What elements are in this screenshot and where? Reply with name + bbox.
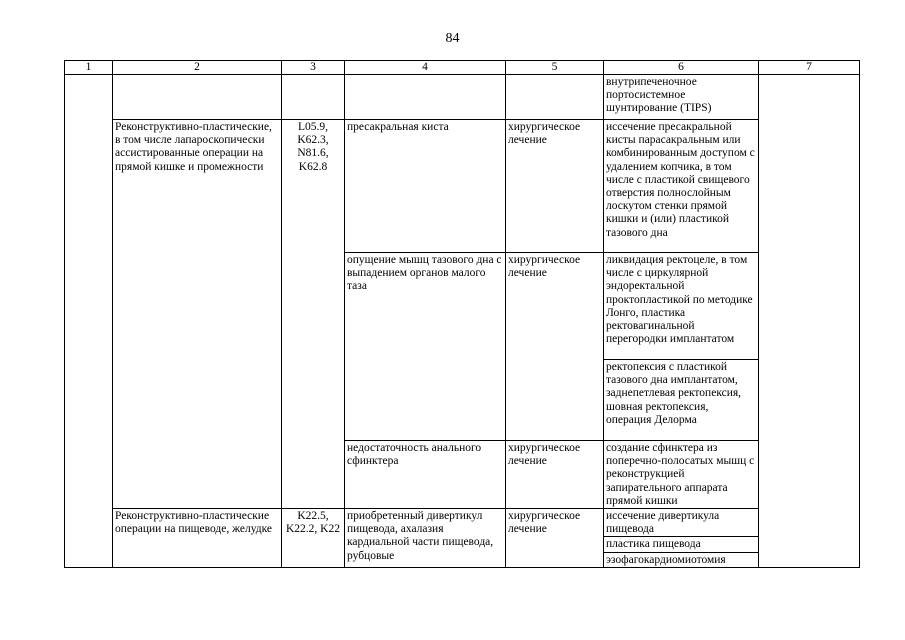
col1-cell: [65, 75, 113, 568]
method-cell: пластика пищевода: [604, 537, 759, 552]
header-cell: 5: [506, 61, 604, 75]
condition-cell: опущение мышц тазового дна с выпадением органов малого таза: [345, 253, 506, 441]
col7-cell: [759, 75, 860, 568]
medical-services-table: [64, 60, 860, 568]
method-cell: создание сфинктера из поперечно-полосатых мышц с реконструкцией запирательного аппарата прямой кишки: [604, 441, 759, 509]
group-name-cell: Реконструктивно-пластические, в том числе лапароскопически ассистированные операции на прямой кишке и промежности: [113, 120, 282, 509]
group-name-cell: [113, 75, 282, 120]
page-number: 84: [445, 31, 460, 46]
group-name-cell: Реконструктивно-пластические операции на пищеводе, желудке: [113, 509, 282, 568]
treatment-cell: хирургическое лечение: [506, 253, 604, 441]
header-cell: 6: [604, 61, 759, 75]
condition-cell: недостаточность анального сфинктера: [345, 441, 506, 509]
method-cell: иссечение пресакральной кисты парасакральным или комбинированным доступом с удалением копчика, в том числе с пластикой свищевого отверстия полнослойным лоскутом стенки прямой кишки и (или) пластикой тазового дна: [604, 120, 759, 253]
header-row: [65, 61, 860, 75]
condition-cell: пресакральная киста: [345, 120, 506, 253]
method-cell: ректопексия с пластикой тазового дна имплантатом, заднепетлевая ректопексия, шовная ректопексия, операция Делорма: [604, 360, 759, 441]
table-row: [65, 509, 860, 537]
header-cell: 1: [65, 61, 113, 75]
header-cell: 4: [345, 61, 506, 75]
header-cell: 7: [759, 61, 860, 75]
codes-cell: [282, 75, 345, 120]
header-cell: 2: [113, 61, 282, 75]
treatment-cell: хирургическое лечение: [506, 441, 604, 509]
codes-cell: K22.5, K22.2, K22: [282, 509, 345, 568]
header-cell: 3: [282, 61, 345, 75]
treatment-cell: [506, 75, 604, 120]
method-cell: иссечение дивертикула пищевода: [604, 509, 759, 537]
codes-cell: L05.9, K62.3, N81.6, K62.8: [282, 120, 345, 509]
condition-cell: [345, 75, 506, 120]
table-row: [65, 75, 860, 120]
condition-cell: приобретенный дивертикул пищевода, ахалазия кардиальной части пищевода, рубцовые: [345, 509, 506, 568]
method-cell: внутрипеченочное портосистемное шунтирование (TIPS): [604, 75, 759, 120]
method-cell: ликвидация ректоцеле, в том числе с циркулярной эндоректальной проктопластикой по методике Лонго, пластика ректовагинальной перегородки имплантатом: [604, 253, 759, 360]
method-cell: эзофагокардиомиотомия: [604, 552, 759, 567]
table-row: [65, 120, 860, 253]
treatment-cell: хирургическое лечение: [506, 509, 604, 568]
treatment-cell: хирургическое лечение: [506, 120, 604, 253]
